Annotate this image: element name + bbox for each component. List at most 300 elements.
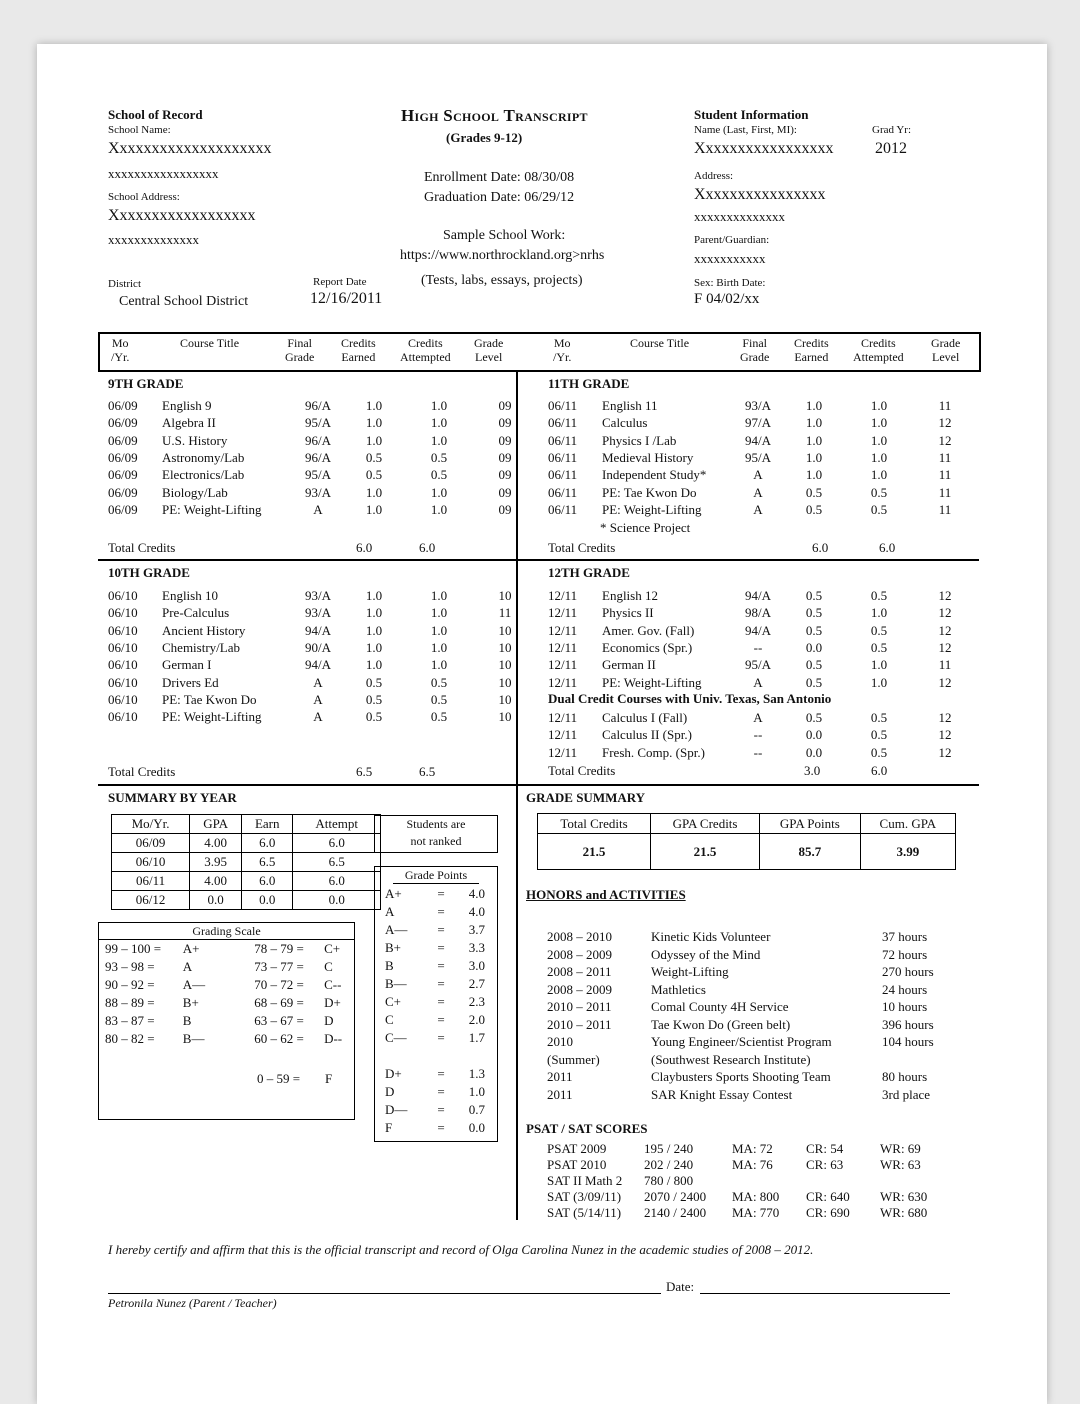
scale-letter: D [324, 1013, 334, 1028]
course-row [108, 604, 538, 621]
course-title: PE: Weight-Lifting [602, 674, 702, 690]
course-credits-attempted: 1.0 [870, 674, 888, 690]
course-credits-attempted: 1.0 [870, 467, 888, 483]
honor-activity: Kinetic Kids Volunteer [651, 929, 771, 944]
course-final-grade: A [753, 484, 763, 500]
course-credits-attempted: 0.5 [430, 674, 448, 690]
col-course-title: Course Title [630, 336, 690, 350]
course-final-grade: -- [753, 744, 763, 760]
course-grade-level: 10 [498, 588, 512, 604]
col-credits: Credits [860, 336, 896, 350]
course-grade-level: 09 [498, 484, 512, 500]
course-date: 06/09 [108, 415, 138, 431]
course-final-grade: 96/A [305, 450, 331, 466]
scale-range: 68 – 69 = [254, 995, 304, 1010]
course-credits-attempted: 1.0 [430, 398, 448, 414]
grade-11-courses [548, 397, 978, 518]
course-row [108, 691, 538, 708]
course-grade-level: 12 [938, 605, 952, 621]
course-credits-attempted: 0.5 [870, 484, 888, 500]
course-credits-attempted: 1.0 [870, 415, 888, 431]
course-date: 06/11 [548, 432, 578, 448]
grade-point-value: 2.7 [468, 976, 485, 991]
summary-cell: 6.0 [293, 872, 381, 891]
honor-hours: 104 hours [882, 1034, 934, 1049]
course-credits-earned: 0.5 [805, 605, 823, 621]
grading-scale-row [105, 1030, 354, 1048]
grade-point-row [385, 921, 485, 939]
course-title: Physics I /Lab [602, 432, 677, 448]
summary-cell: 6.0 [242, 834, 293, 853]
col-credits: Credits [341, 336, 376, 350]
summary-cell: 3.95 [190, 853, 242, 872]
honor-hours: 396 hours [882, 1016, 934, 1032]
course-final-grade: A [313, 709, 323, 725]
course-credits-attempted: 0.5 [430, 709, 448, 725]
honor-hours: 72 hours [882, 946, 928, 962]
honor-hours: 24 hours [882, 981, 928, 997]
course-credits-earned: 1.0 [365, 484, 383, 500]
scale-range: 90 – 92 = [105, 977, 155, 992]
district-label: District [108, 278, 141, 290]
grade-point-row [385, 1119, 485, 1137]
course-grade-level: 10 [498, 674, 512, 690]
course-date: 06/09 [108, 450, 138, 466]
course-grade-level: 12 [938, 744, 952, 760]
grade-point-letter: D— [385, 1102, 408, 1117]
summary-header-cell: Earn [242, 815, 293, 834]
scale-range: 88 – 89 = [105, 995, 155, 1010]
col-grade: Grade [740, 350, 770, 364]
score-math: MA: 770 [732, 1205, 780, 1220]
course-grade-level: 12 [938, 727, 952, 743]
honor-activity: Young Engineer/Scientist Program [651, 1034, 832, 1049]
course-credits-earned: 0.5 [805, 657, 823, 673]
course-title: Biology/Lab [162, 484, 228, 500]
grade-summary-value: 21.5 [538, 834, 651, 870]
course-grade-level: 09 [498, 467, 512, 483]
grade-summary-value: 85.7 [760, 834, 861, 870]
grade-point-equals: = [437, 1030, 445, 1045]
grade-10-total-label: Total Credits [108, 764, 176, 779]
col-grade: Grade [285, 350, 315, 364]
summary-cell: 06/12 [112, 891, 190, 910]
honor-activity: (Southwest Research Institute) [651, 1051, 811, 1067]
summary-row [112, 853, 381, 872]
course-date: 12/11 [548, 605, 578, 621]
grade-point-row [385, 1029, 485, 1047]
score-row [547, 1189, 950, 1205]
course-title: PE: Weight-Lifting [162, 709, 262, 725]
course-credits-attempted: 0.5 [870, 640, 888, 656]
course-date: 06/10 [108, 622, 138, 638]
student-information-heading: Student Information [694, 107, 809, 122]
honor-years: 2011 [547, 1086, 573, 1102]
course-final-grade: 95/A [745, 657, 771, 673]
dual-credit-heading: Dual Credit Courses with Univ. Texas, San Antonio [548, 691, 832, 706]
course-credits-earned: 1.0 [365, 415, 383, 431]
honor-activity: Claybusters Sports Shooting Team [651, 1069, 831, 1084]
transcript-page [37, 44, 1047, 1404]
grade-point-letter: B— [385, 976, 407, 991]
ranking-box [374, 815, 498, 853]
course-final-grade: 97/A [745, 415, 771, 431]
honor-activity: Mathletics [651, 981, 706, 997]
grade-point-equals: = [437, 1012, 445, 1027]
grade-12-courses [548, 587, 978, 691]
course-row [548, 483, 978, 500]
course-credits-earned: 0.5 [805, 501, 823, 517]
honor-activity: Tae Kwon Do (Green belt) [651, 1016, 791, 1032]
score-test: PSAT 2010 [547, 1157, 607, 1172]
grading-scale-row [105, 994, 354, 1012]
grade-point-value: 2.3 [468, 994, 485, 1009]
score-total: 780 / 800 [644, 1173, 694, 1188]
course-date: 06/10 [108, 691, 138, 707]
scale-range: 63 – 67 = [254, 1013, 304, 1028]
parent-guardian-label: Parent/Guardian: [694, 234, 770, 246]
grade-point-letter: B [385, 958, 394, 973]
report-date: 12/16/2011 [310, 290, 383, 307]
col-earned: Earned [341, 350, 376, 364]
course-credits-attempted: 1.0 [430, 588, 448, 604]
grade-12-total-attempted: 6.0 [871, 763, 888, 778]
course-title: Pre-Calculus [162, 605, 230, 621]
grade-9-total-attempted: 6.0 [419, 540, 436, 555]
course-final-grade: 96/A [305, 432, 331, 448]
report-date-label: Report Date [313, 276, 367, 288]
dual-course-row [548, 709, 978, 726]
course-grade-level: 10 [498, 691, 512, 707]
grade-11-total-label: Total Credits [548, 540, 616, 555]
course-date: 06/10 [108, 709, 138, 725]
honor-years: 2008 – 2010 [547, 929, 612, 944]
col-final: Final [287, 336, 312, 350]
grade-point-value: 0.0 [468, 1120, 485, 1135]
course-date: 06/11 [548, 484, 578, 500]
score-test: SAT II Math 2 [547, 1173, 623, 1188]
grade-point-letter: A+ [385, 886, 402, 901]
course-row [548, 622, 978, 639]
honor-hours: 37 hours [882, 929, 928, 944]
course-title: Economics (Spr.) [602, 640, 693, 656]
col-level: Level [475, 350, 503, 364]
grade-12-total-label: Total Credits [548, 763, 616, 778]
course-title: Physics II [602, 605, 654, 621]
grade-point-letter: C+ [385, 994, 402, 1009]
course-date: 06/11 [548, 467, 578, 483]
col-level: Level [932, 350, 960, 364]
course-credits-earned: 1.0 [365, 640, 383, 656]
school-of-record-heading: School of Record [108, 107, 203, 122]
score-writing: WR: 630 [880, 1189, 928, 1204]
course-credits-attempted: 1.0 [430, 622, 448, 638]
course-credits-earned: 1.0 [365, 657, 383, 673]
grade-point-letter: B+ [385, 940, 402, 955]
course-final-grade: 94/A [745, 588, 771, 604]
course-credits-earned: 1.0 [365, 432, 383, 448]
col-attempted: Attempted [400, 350, 451, 364]
score-test: SAT (5/14/11) [547, 1205, 622, 1220]
course-credits-earned: 1.0 [365, 588, 383, 604]
course-credits-earned: 1.0 [805, 398, 823, 414]
grade-summary-value: 21.5 [651, 834, 760, 870]
scale-range: 80 – 82 = [105, 1031, 155, 1046]
signature-line[interactable] [108, 1293, 661, 1294]
student-address: Xxxxxxxxxxxxxxxx [694, 186, 826, 203]
grade-point-equals [427, 1047, 455, 1065]
course-grade-level: 11 [938, 450, 952, 466]
dual-credit-courses [548, 709, 978, 761]
score-test: SAT (3/09/11) [547, 1189, 622, 1204]
grade-point-letter: D+ [385, 1066, 402, 1081]
course-grade-level: 12 [938, 622, 952, 638]
grade-point-row [385, 993, 485, 1011]
course-grade-level: 10 [498, 657, 512, 673]
col-yr: /Yr. [553, 350, 572, 364]
course-date: 06/09 [108, 501, 138, 517]
col-mo: Mo [553, 336, 571, 350]
course-grade-level: 11 [938, 467, 952, 483]
sex-birth-label: Sex: Birth Date: [694, 277, 766, 289]
honor-hours: 80 hours [882, 1069, 928, 1084]
grade-point-value: 0.7 [468, 1102, 485, 1117]
honor-years: (Summer) [547, 1051, 600, 1067]
grading-scale-row [105, 958, 354, 976]
summary-cell: 6.0 [293, 834, 381, 853]
course-credits-earned: 0.5 [365, 691, 383, 707]
honor-activity: SAR Knight Essay Contest [651, 1086, 793, 1102]
course-row [548, 656, 978, 673]
school-name: Xxxxxxxxxxxxxxxxxxxx [108, 140, 272, 157]
school-address: Xxxxxxxxxxxxxxxxxx [108, 207, 256, 224]
score-reading [806, 1173, 880, 1189]
page-title: High School Transcript [401, 106, 588, 125]
course-title: German II [602, 657, 656, 673]
course-row [548, 587, 978, 604]
grade-point-value: 2.0 [468, 1012, 485, 1027]
course-title: PE: Weight-Lifting [602, 501, 702, 517]
course-row [548, 639, 978, 656]
grade-point-equals: = [437, 976, 445, 991]
grade-point-value: 1.3 [468, 1066, 485, 1081]
summary-cell: 0.0 [293, 891, 381, 910]
honor-row [547, 1016, 962, 1034]
grade-point-value [455, 1047, 485, 1065]
scale-range: 99 – 100 = [105, 941, 162, 956]
course-title: PE: Tae Kwon Do [602, 484, 697, 500]
parent-guardian: xxxxxxxxxxx [694, 251, 766, 266]
honor-row [547, 946, 962, 964]
course-credits-attempted: 0.5 [430, 467, 448, 483]
course-final-grade: -- [753, 727, 763, 743]
honor-years: 2011 [547, 1069, 573, 1084]
course-credits-attempted: 1.0 [870, 432, 888, 448]
enrollment-date: Enrollment Date: 08/30/08 [424, 170, 575, 185]
score-total: 202 / 240 [644, 1157, 694, 1172]
scale-range: 83 – 87 = [105, 1013, 155, 1028]
course-title: English 12 [602, 588, 658, 604]
course-grade-level: 09 [498, 450, 512, 466]
course-credits-earned: 1.0 [365, 398, 383, 414]
course-credits-earned: 1.0 [365, 622, 383, 638]
grade-summary-header: Total Credits [538, 814, 651, 834]
grade-point-equals: = [437, 922, 445, 937]
school-name-line2: xxxxxxxxxxxxxxxxx [108, 166, 219, 181]
course-title: U.S. History [162, 432, 228, 448]
course-credits-earned: 0.5 [805, 622, 823, 638]
grade-point-equals: = [437, 886, 445, 901]
course-final-grade: A [753, 467, 763, 483]
course-grade-level: 11 [498, 605, 512, 621]
course-credits-earned: 1.0 [365, 501, 383, 517]
grade-9-courses [108, 397, 538, 518]
course-credits-attempted: 0.5 [430, 691, 448, 707]
course-row [548, 501, 978, 518]
honor-years: 2008 – 2011 [547, 964, 612, 979]
col-grade: Grade [931, 336, 961, 350]
scale-letter: C+ [324, 941, 341, 956]
grade-11-footnote: * Science Project [600, 520, 691, 535]
course-date: 06/11 [548, 415, 578, 431]
sample-work-label: Sample School Work: [443, 228, 566, 243]
course-date: 12/11 [548, 710, 578, 726]
course-credits-earned: 0.5 [805, 710, 823, 726]
scale-range: 93 – 98 = [105, 959, 155, 974]
grade-point-letter: C— [385, 1030, 407, 1045]
course-credits-attempted: 1.0 [430, 484, 448, 500]
grade-point-equals: = [437, 958, 445, 973]
scale-letter: B+ [182, 995, 199, 1010]
col-course-title: Course Title [180, 336, 240, 350]
col-mo: Mo [111, 336, 129, 350]
course-row [548, 604, 978, 621]
course-grade-level: 09 [498, 501, 512, 517]
course-date: 06/09 [108, 432, 138, 448]
course-final-grade: 95/A [305, 415, 331, 431]
honor-hours [882, 1051, 962, 1069]
ranking-line2: not ranked [410, 834, 462, 848]
course-final-grade: 94/A [745, 432, 771, 448]
summary-cell: 0.0 [242, 891, 293, 910]
course-grade-level: 09 [498, 415, 512, 431]
grad-year: 2012 [875, 140, 907, 157]
course-title: Fresh. Comp. (Spr.) [602, 744, 705, 760]
course-title: Algebra II [162, 415, 216, 431]
course-credits-attempted: 0.5 [870, 744, 888, 760]
course-grade-level: 10 [498, 640, 512, 656]
col-credits: Credits [794, 336, 829, 350]
grade-point-value: 3.3 [468, 940, 485, 955]
grade-9-total-earned: 6.0 [356, 540, 373, 555]
course-title: Drivers Ed [162, 674, 219, 690]
honor-years: 2010 [547, 1034, 573, 1049]
scale-range: 78 – 79 = [254, 941, 304, 956]
course-final-grade: 90/A [305, 640, 331, 656]
grading-scale-table [105, 940, 354, 1048]
course-grade-level: 09 [498, 398, 512, 414]
signer-name: Petronila Nunez (Parent / Teacher) [108, 1296, 277, 1310]
score-math: MA: 72 [732, 1141, 773, 1156]
course-grade-level: 10 [498, 622, 512, 638]
scale-range: 60 – 62 = [254, 1031, 304, 1046]
summary-row [112, 891, 381, 910]
summary-cell: 0.0 [190, 891, 242, 910]
course-date: 12/11 [548, 657, 578, 673]
col-earned: Earned [794, 350, 829, 364]
honor-years: 2010 – 2011 [547, 999, 612, 1014]
course-credits-attempted: 0.5 [870, 588, 888, 604]
course-credits-attempted: 1.0 [430, 640, 448, 656]
course-row [548, 414, 978, 431]
summary-header-cell: Attempt [293, 815, 381, 834]
course-row [108, 656, 538, 673]
honor-years: 2008 – 2009 [547, 946, 612, 962]
course-credits-attempted: 0.5 [870, 710, 888, 726]
course-date: 06/10 [108, 588, 138, 604]
course-grade-level: 12 [938, 674, 952, 690]
course-credits-earned: 1.0 [365, 605, 383, 621]
grade-point-row [385, 939, 485, 957]
course-date: 06/11 [548, 450, 578, 466]
course-grade-level: 12 [938, 415, 952, 431]
score-reading: CR: 63 [806, 1157, 844, 1172]
score-reading: CR: 690 [806, 1205, 850, 1220]
course-row [108, 483, 538, 500]
grade-9-total-label: Total Credits [108, 540, 176, 555]
score-row [547, 1173, 950, 1189]
course-final-grade: A [313, 674, 323, 690]
grading-scale-f-letter: F [325, 1071, 333, 1086]
course-row [108, 587, 538, 604]
course-title: Independent Study* [602, 467, 707, 483]
grade-point-equals: = [437, 1102, 445, 1117]
grade-point-equals: = [437, 1084, 445, 1099]
grade-point-letter: C [385, 1012, 394, 1027]
scale-letter: D-- [324, 1031, 343, 1046]
honor-years: 2008 – 2009 [547, 981, 612, 997]
honor-row [547, 1033, 962, 1051]
score-reading: CR: 640 [806, 1189, 850, 1204]
honor-years: 2010 – 2011 [547, 1016, 612, 1032]
course-grade-level: 10 [498, 709, 512, 725]
course-date: 12/11 [548, 744, 578, 760]
grade-point-letter: D [385, 1084, 395, 1099]
summary-header-cell: GPA [190, 815, 242, 834]
page-subtitle: (Grades 9-12) [446, 130, 523, 145]
date-signature-line[interactable] [700, 1293, 950, 1294]
grade-point-value: 4.0 [468, 886, 485, 901]
course-grade-level: 09 [498, 432, 512, 448]
summary-by-year-heading: SUMMARY BY YEAR [108, 790, 237, 805]
grading-scale-row [105, 976, 354, 994]
summary-row [112, 834, 381, 853]
course-row [108, 708, 538, 725]
honor-row [547, 928, 962, 946]
course-credits-earned: 0.5 [365, 467, 383, 483]
course-credits-earned: 1.0 [805, 432, 823, 448]
course-credits-earned: 0.5 [365, 450, 383, 466]
score-total: 195 / 240 [644, 1141, 694, 1156]
grade-point-value: 3.7 [468, 922, 485, 937]
course-title: English 9 [162, 398, 212, 414]
course-grade-level: 11 [938, 657, 952, 673]
course-title: Electronics/Lab [162, 467, 245, 483]
sample-work-link[interactable]: https://www.northrockland.org>nrhs [400, 248, 605, 263]
course-title: Calculus I (Fall) [602, 710, 688, 726]
course-credits-attempted: 1.0 [870, 398, 888, 414]
grade-point-row [385, 903, 485, 921]
